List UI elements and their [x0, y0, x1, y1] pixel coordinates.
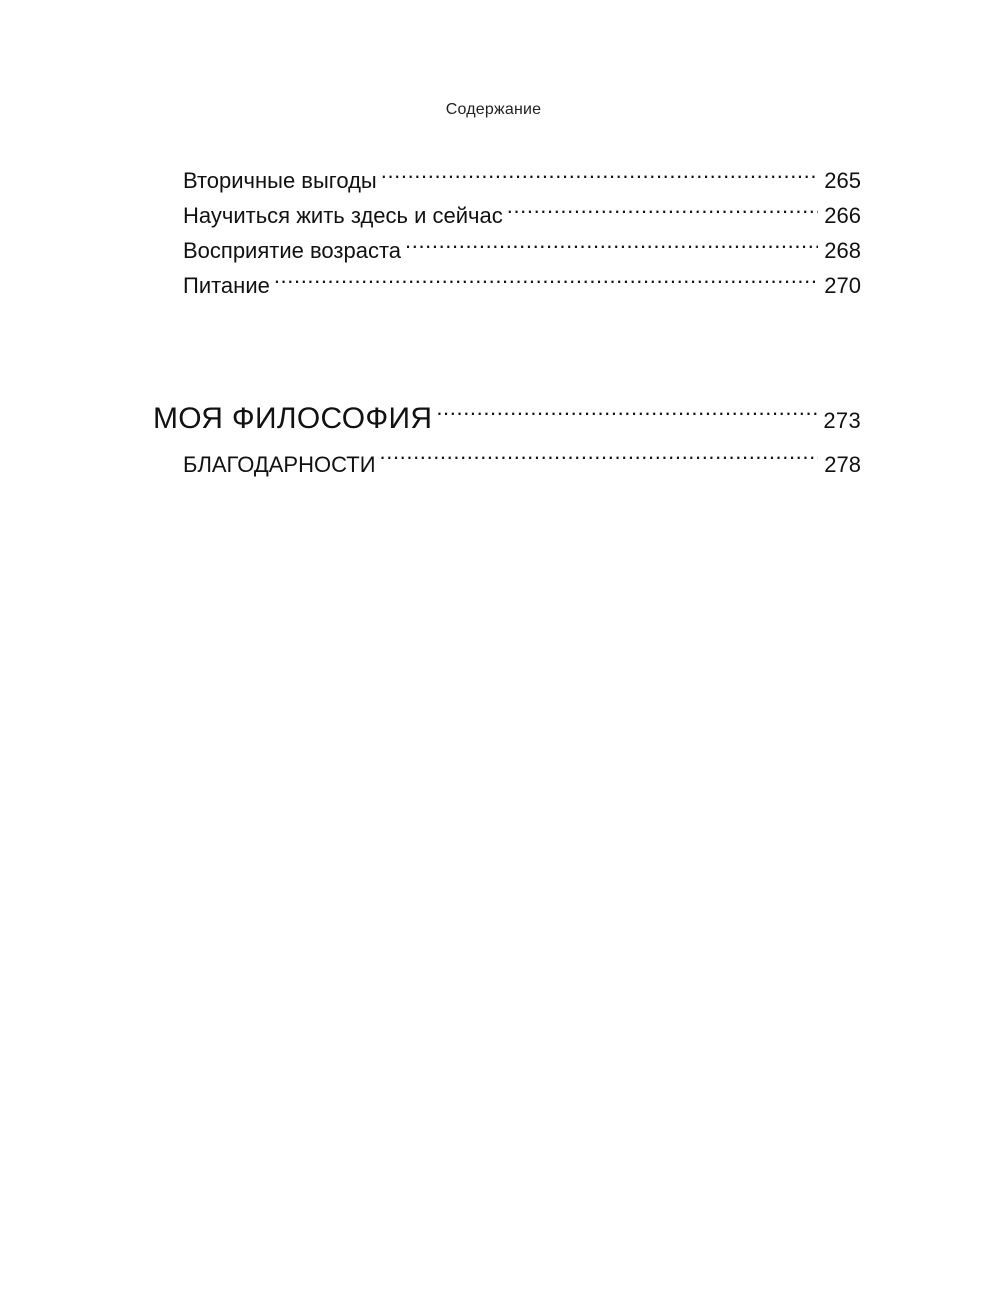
toc-entry-page: 265	[824, 168, 861, 193]
toc-acknowledgements-title: БЛАГОДАРНОСТИ	[183, 452, 376, 477]
running-head: Содержание	[445, 101, 542, 118]
toc-entry-page: 270	[824, 273, 861, 298]
toc-chapter-page: 273	[823, 408, 861, 433]
toc-entry-title: Вторичные выгоды	[183, 168, 377, 193]
toc-entry-title: Питание	[183, 273, 270, 298]
toc-entry	[183, 163, 861, 198]
dot-leader	[405, 234, 818, 258]
toc-chapter-entry	[153, 395, 861, 435]
toc-chapter-title: МОЯ ФИЛОСОФИЯ	[153, 402, 433, 435]
dot-leader	[507, 199, 819, 223]
dot-leader	[381, 164, 819, 188]
toc-entry-title: Научиться жить здесь и сейчас	[183, 203, 503, 228]
dot-leader	[380, 448, 819, 472]
toc-entry-title: Восприятие возраста	[183, 238, 402, 263]
dot-leader	[436, 395, 817, 428]
toc-entry-page: 268	[824, 238, 861, 263]
toc-acknowledgements-page: 278	[824, 452, 861, 477]
toc-entry-page: 266	[824, 203, 861, 228]
toc-subsection-list	[0, 163, 987, 303]
toc-acknowledgements-entry	[183, 445, 861, 485]
toc-entry	[183, 268, 861, 303]
toc-entry	[183, 198, 861, 233]
toc-chapter-list	[0, 395, 987, 485]
dot-leader	[274, 269, 818, 293]
toc-entry	[183, 233, 861, 268]
